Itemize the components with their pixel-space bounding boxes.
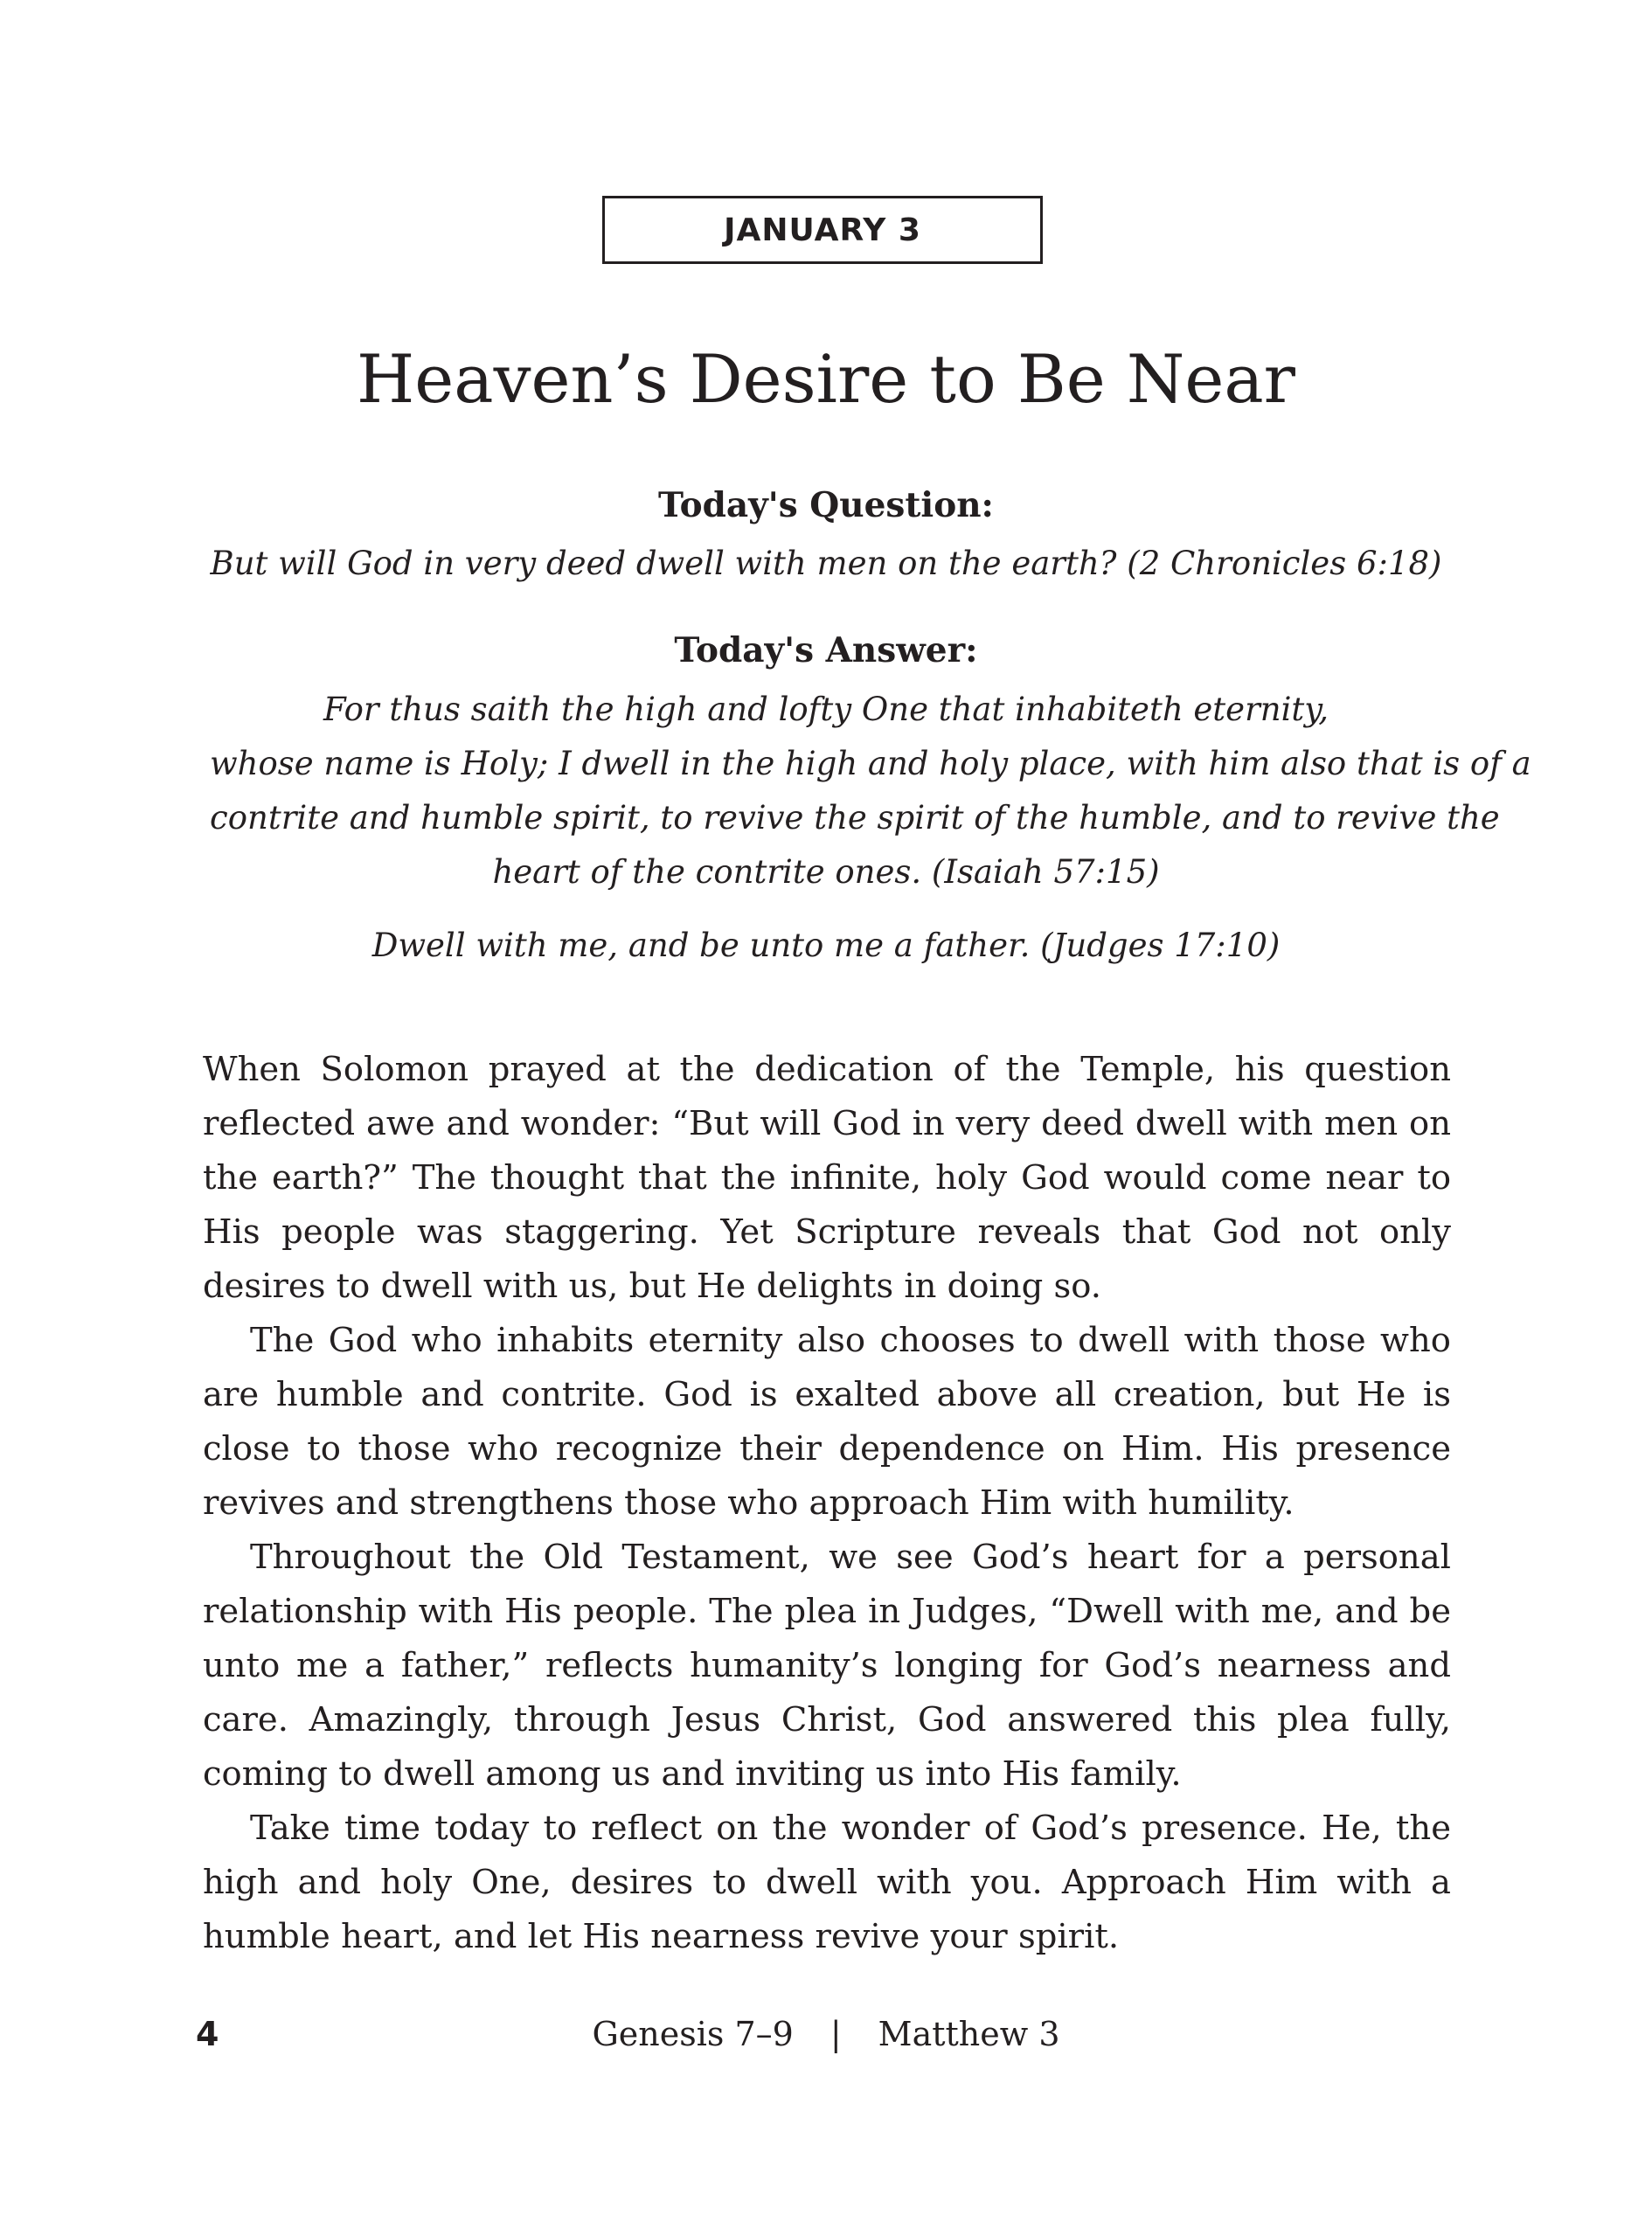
body-paragraph: Take time today to reflect on the wonder of God’s presence. He, the high and holy One, desires to dwell with you. Approach Him with a humble heart, and let His nearness revive your spirit. [203,1809,1451,1956]
answer-verse-line: contrite and humble spirit, to revive the spirit of the humble, and to revive the [210,799,1500,837]
reading-references [0,2010,1652,2058]
question-heading: Today's Question: [658,485,994,525]
question-verse-text: But will God in very deed dwell with men on the earth? (2 Chronicles 6:18) [210,545,1442,582]
old-testament-reading: Genesis 7–9 [592,2015,794,2053]
answer-heading: Today's Answer: [674,630,978,670]
page-number: 4 [196,2015,219,2053]
devotional-body [203,1043,1451,1964]
date-label: JANUARY 3 [602,196,1043,264]
answer-verse [210,683,1531,899]
answer-verse-line: For thus saith the high and lofty One that inhabiteth eternity, [323,691,1329,728]
new-testament-reading: Matthew 3 [878,2015,1060,2053]
question-verse [210,537,1442,591]
body-paragraph: The God who inhabits eternity also chooses to dwell with those who are humble and contrite. God is exalted above all creation, but He is close to those who recognize their dependence on Him. His presence revives and strengthens those who approach Him with humility. [203,1321,1451,1523]
second-answer-verse-text: Dwell with me, and be unto me a father. (Judges 17:10) [371,927,1281,964]
answer-verse-line: whose name is Holy; I dwell in the high and holy place, with him also that is of a [210,745,1531,782]
body-paragraph: When Solomon prayed at the dedication of the Temple, his question reflected awe and wonder: “But will God in very deed dwell with men on the earth?” The thought that the infinite, holy God would come near to His people was staggering. Yet Scripture reveals that God not only desires to dwell with us, but He delights in doing so. [203,1050,1451,1306]
answer-verse-line: heart of the contrite ones. (Isaiah 57:15) [492,853,1160,891]
second-answer-verse [210,919,1442,973]
body-paragraph: Throughout the Old Testament, we see God’s heart for a personal relationship with His people. The plea in Judges, “Dwell with me, and be unto me a father,” reflects humanity’s longing for God’s nearness and care. Amazingly, through Jesus Christ, God answered this plea fully, coming to dwell among us and inviting us into His family. [203,1538,1451,1794]
page-title: Heaven’s Desire to Be Near [357,340,1295,418]
reading-separator: | [829,2015,842,2053]
